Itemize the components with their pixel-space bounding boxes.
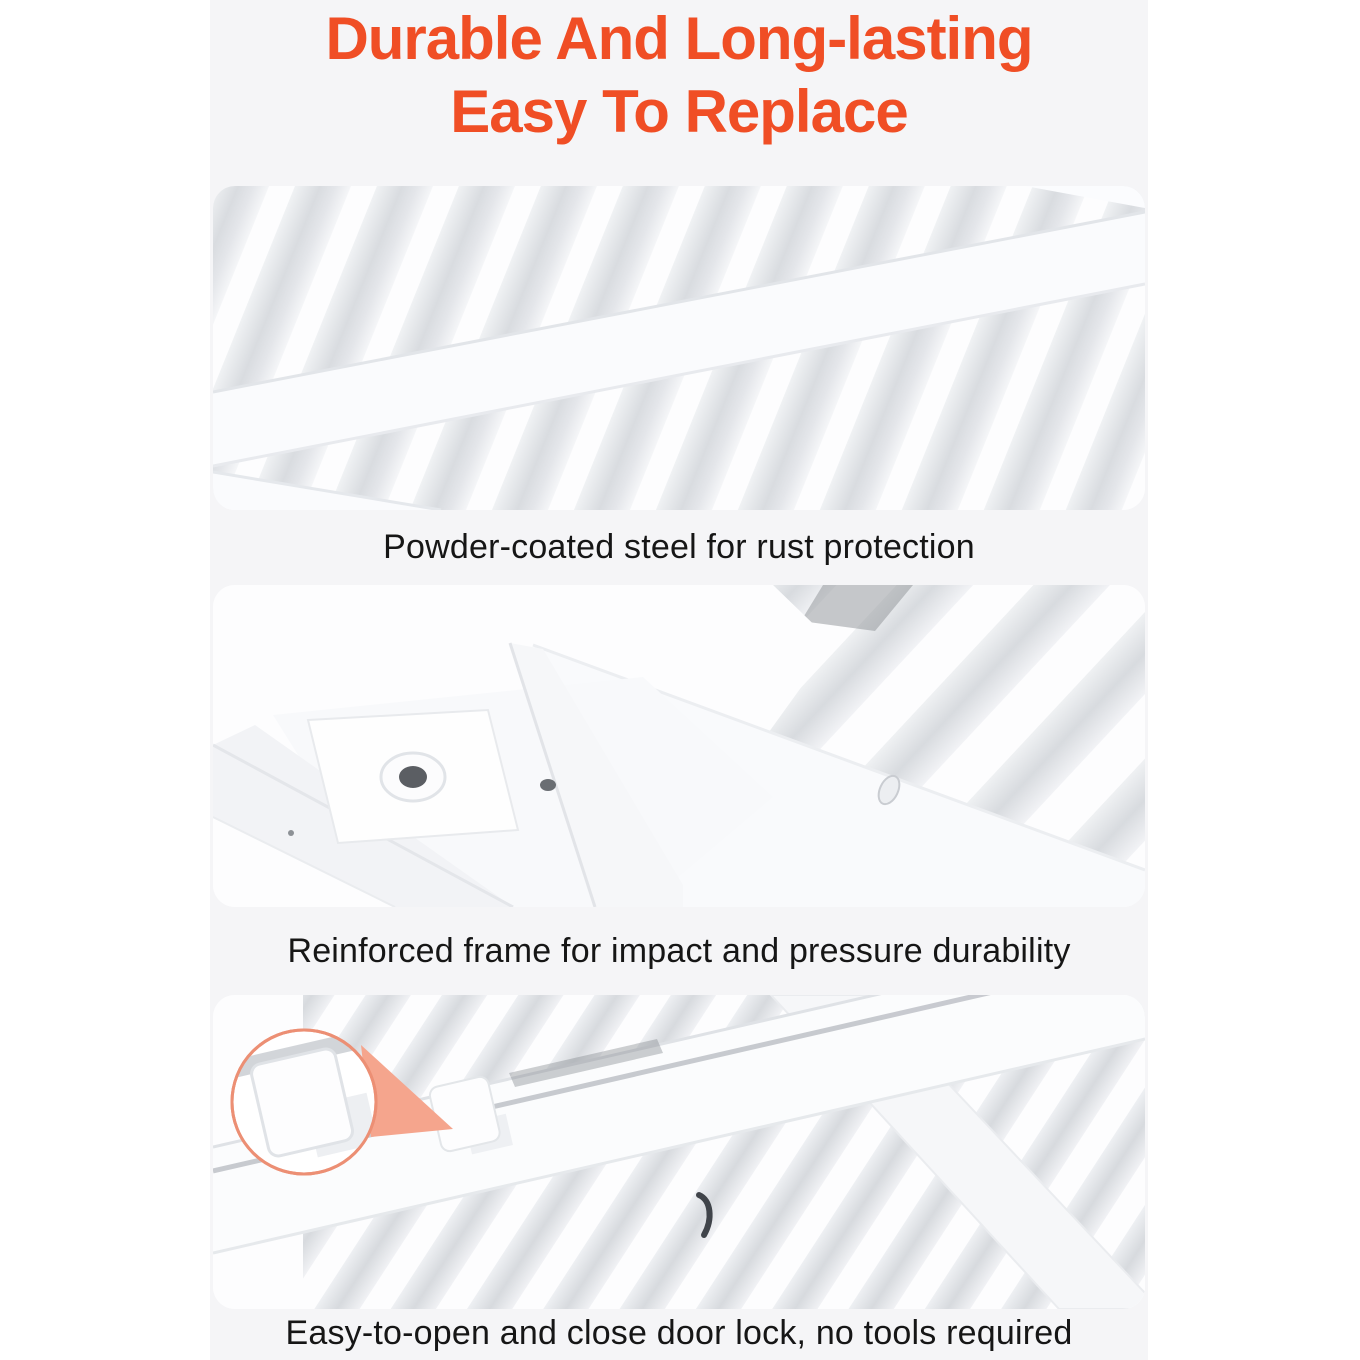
caption-reinforced-frame: Reinforced frame for impact and pressure durability <box>287 932 1071 970</box>
door-lock-image <box>213 995 1145 1309</box>
photo-door-lock <box>213 995 1145 1309</box>
screw-hole <box>381 753 445 801</box>
photo-louver-closeup <box>213 186 1145 510</box>
reinforced-frame-image <box>213 585 1145 907</box>
louver-closeup-image <box>213 186 1145 510</box>
photo-reinforced-frame <box>213 585 1145 907</box>
caption-rust-protection: Powder-coated steel for rust protection <box>383 528 975 566</box>
caption-door-lock: Easy-to-open and close door lock, no tools required <box>285 1314 1073 1352</box>
page-title-line-1: Durable And Long-lasting <box>325 5 1033 72</box>
page-title <box>210 2 1148 148</box>
page-title-line-2: Easy To Replace <box>450 78 908 145</box>
content-panel <box>210 0 1148 1360</box>
